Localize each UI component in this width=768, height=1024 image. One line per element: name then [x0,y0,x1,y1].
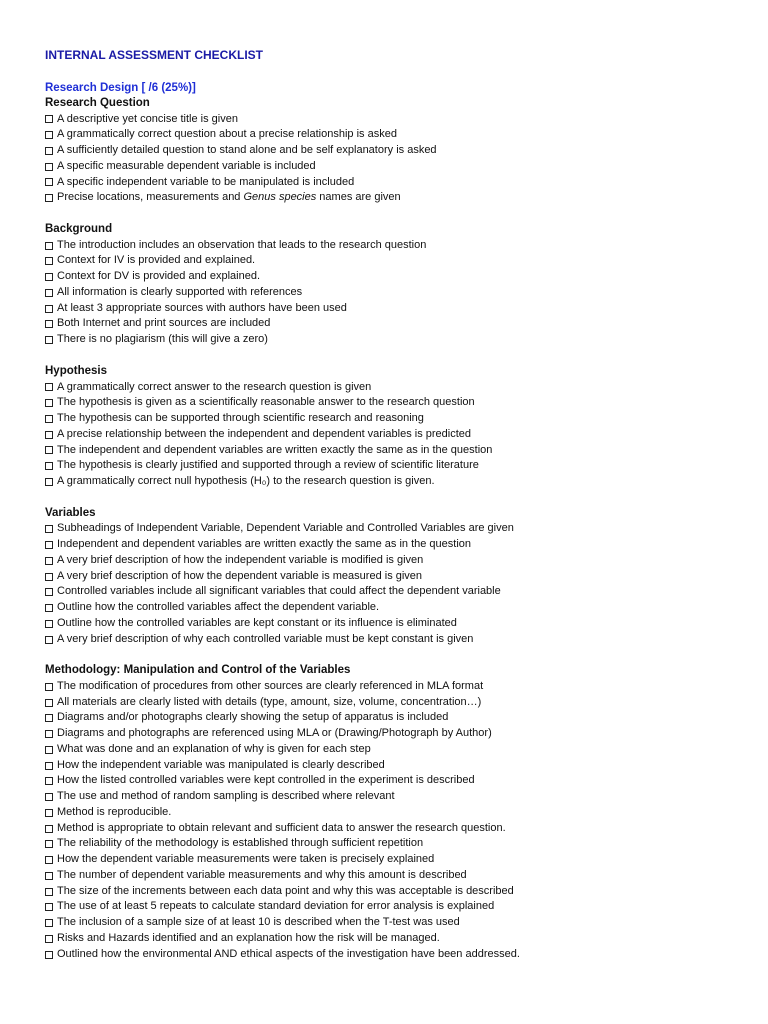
checklist-item [45,553,745,569]
checklist-item [45,742,745,758]
checklist-item-text: How the independent variable was manipulated is clearly described [57,758,385,771]
checkbox-icon[interactable] [45,699,53,707]
checklist-item [45,175,745,191]
checklist-section [45,663,745,962]
checkbox-icon[interactable] [45,840,53,848]
checklist-item-text: The hypothesis can be supported through scientific research and reasoning [57,412,424,425]
checklist-item-text: A sufficiently detailed question to stand alone and be self explanatory is asked [57,144,437,157]
checklist-item [45,143,745,159]
checklist-item [45,316,745,332]
checklist-items [45,521,745,647]
checklist-item-text: The modification of procedures from other sources are clearly referenced in MLA format [57,679,484,692]
checklist-item-text: The use of at least 5 repeats to calculate standard deviation for error analysis is explained [57,900,495,913]
checklist-item [45,758,745,774]
checklist-item [45,443,745,459]
checklist-item-text: The inclusion of a sample size of at least 10 is described when the T-test was used [57,916,460,929]
checklist-item [45,899,745,915]
checkbox-icon[interactable] [45,446,53,454]
section-heading: Methodology: Manipulation and Control of the Variables [45,664,351,677]
checklist-item [45,915,745,931]
checklist-item-text: Precise locations, measurements and Genus species names are given [57,191,401,204]
checklist-item-text: The number of dependent variable measurements and why this amount is described [57,868,467,881]
checklist-item-text: Outlined how the environmental AND ethical aspects of the investigation have been addressed. [57,947,520,960]
checkbox-icon[interactable] [45,525,53,533]
checklist-item-text: Subheadings of Independent Variable, Dependent Variable and Controlled Variables are given [57,522,514,535]
section-heading: Hypothesis [45,364,107,377]
checklist-item-text: Controlled variables include all significant variables that could affect the dependent variable [57,585,501,598]
checklist-item [45,805,745,821]
checkbox-icon[interactable] [45,147,53,155]
checkbox-icon[interactable] [45,888,53,896]
checklist-item [45,521,745,537]
checkbox-icon[interactable] [45,320,53,328]
checklist-item-text: The introduction includes an observation that leads to the research question [57,238,427,251]
checklist-item-text: Outline how the controlled variables are kept constant or its influence is eliminated [57,616,457,629]
checklist-item-text: The size of the increments between each data point and why this was acceptable is described [57,884,514,897]
checklist-item [45,616,745,632]
checklist-item [45,679,745,695]
checkbox-icon[interactable] [45,242,53,250]
checklist-item [45,884,745,900]
checklist-item [45,695,745,711]
checklist-item [45,458,745,474]
checkbox-icon[interactable] [45,762,53,770]
checklist-item [45,852,745,868]
checklist-item [45,190,745,206]
checklist-item-text: A very brief description of how the independent variable is modified is given [57,553,424,566]
checkbox-icon[interactable] [45,777,53,785]
checklist-item [45,600,745,616]
checkbox-icon[interactable] [45,383,53,391]
checkbox-icon[interactable] [45,541,53,549]
checklist-section [45,96,745,206]
section-heading: Variables [45,506,96,519]
checklist-items [45,238,745,348]
checkbox-icon[interactable] [45,793,53,801]
checklist-item-text: Diagrams and photographs are referenced using MLA or (Drawing/Photograph by Author) [57,727,492,740]
checkbox-icon[interactable] [45,462,53,470]
checklist-item-text: Method is reproducible. [57,805,172,818]
checkbox-icon[interactable] [45,620,53,628]
checkbox-icon[interactable] [45,257,53,265]
checkbox-icon[interactable] [45,604,53,612]
checklist-item-text: A specific independent variable to be manipulated is included [57,175,355,188]
checklist-item-text: A grammatically correct answer to the research question is given [57,380,372,393]
checklist-item-text: Context for DV is provided and explained. [57,270,261,283]
checklist-item [45,931,745,947]
part-title: Research Design [ /6 (25%)] [45,82,196,94]
checklist-item-text: The hypothesis is given as a scientifically reasonable answer to the research question [57,396,475,409]
checklist-item [45,127,745,143]
checkbox-icon[interactable] [45,415,53,423]
checklist-item [45,380,745,396]
checklist-item-text: Context for IV is provided and explained. [57,254,256,267]
checklist-section [45,364,745,490]
checklist-item-text: A precise relationship between the independent and dependent variables is predicted [57,427,472,440]
checklist-item [45,726,745,742]
checklist-item-text: The use and method of random sampling is described where relevant [57,790,395,803]
checklist-item-text: Risks and Hazards identified and an explanation how the risk will be managed. [57,931,440,944]
checkbox-icon[interactable] [45,919,53,927]
checklist-item-text: Diagrams and/or photographs clearly showing the setup of apparatus is included [57,711,449,724]
checkbox-icon[interactable] [45,636,53,644]
section-heading: Background [45,223,113,236]
checkbox-icon[interactable] [45,825,53,833]
checkbox-icon[interactable] [45,683,53,691]
checklist-item-text: At least 3 appropriate sources with authors have been used [57,301,347,314]
checkbox-icon[interactable] [45,305,53,313]
checklist-items [45,679,745,963]
checkbox-icon[interactable] [45,163,53,171]
checkbox-icon[interactable] [45,809,53,817]
checklist-item [45,332,745,348]
checkbox-icon[interactable] [45,746,53,754]
checkbox-icon[interactable] [45,289,53,297]
checklist-item-text: Method is appropriate to obtain relevant and sufficient data to answer the research question. [57,821,506,834]
checklist-item [45,285,745,301]
checklist-item-text: A grammatically correct question about a precise relationship is asked [57,128,397,141]
checkbox-icon[interactable] [45,903,53,911]
checklist-item [45,411,745,427]
checklist-item [45,537,745,553]
checkbox-icon[interactable] [45,557,53,565]
checklist-item [45,269,745,285]
checklist-item [45,301,745,317]
checklist-item-text: What was done and an explanation of why is given for each step [57,742,371,755]
checklist-item-text: Outline how the controlled variables affect the dependent variable. [57,601,380,614]
checklist-item-text: The independent and dependent variables are written exactly the same as in the question [57,443,493,456]
checkbox-icon[interactable] [45,115,53,123]
checkbox-icon[interactable] [45,872,53,880]
checklist-item [45,584,745,600]
checkbox-icon[interactable] [45,131,53,139]
checklist-item [45,947,745,963]
checklist-item-text: Independent and dependent variables are written exactly the same as in the question [57,538,471,551]
checklist-item [45,474,745,490]
checklist-item-text: A specific measurable dependent variable is included [57,159,316,172]
checklist-item [45,789,745,805]
checklist-item-text: A very brief description of why each controlled variable must be kept constant is given [57,632,474,645]
checklist-item-text: The hypothesis is clearly justified and supported through a review of scientific literature [57,459,479,472]
checkbox-icon[interactable] [45,478,53,486]
checklist-item-text: The reliability of the methodology is established through sufficient repetition [57,837,424,850]
checkbox-icon[interactable] [45,194,53,202]
checkbox-icon[interactable] [45,935,53,943]
checklist-item-text: How the listed controlled variables were kept controlled in the experiment is described [57,774,475,787]
document-page [45,48,745,978]
checklist-items [45,112,745,207]
checklist-item-text: How the dependent variable measurements were taken is precisely explained [57,853,435,866]
checklist-item-text: A descriptive yet concise title is given [57,112,238,125]
document-title: INTERNAL ASSESSMENT CHECKLIST [45,48,264,62]
checklist-item-text: All information is clearly supported with references [57,285,303,298]
checklist-item [45,836,745,852]
checkbox-icon[interactable] [45,714,53,722]
checklist-item [45,159,745,175]
checklist-item-text: A grammatically correct null hypothesis (H₀) to the research question is given. [57,475,435,488]
checkbox-icon[interactable] [45,573,53,581]
checklist-item [45,868,745,884]
section-heading: Research Question [45,97,150,109]
checkbox-icon[interactable] [45,856,53,864]
checklist-section [45,222,745,348]
checkbox-icon[interactable] [45,588,53,596]
checklist-item [45,253,745,269]
checkbox-icon[interactable] [45,951,53,959]
checklist-item-text: A very brief description of how the dependent variable is measured is given [57,569,423,582]
checklist-item [45,710,745,726]
checkbox-icon[interactable] [45,399,53,407]
checklist-item [45,427,745,443]
checklist-item [45,773,745,789]
checklist-item [45,632,745,648]
checkbox-icon[interactable] [45,178,53,186]
checklist-item-text: All materials are clearly listed with details (type, amount, size, volume, concentration…) [57,695,482,708]
checklist-item [45,395,745,411]
checklist-sections [45,96,745,962]
checkbox-icon[interactable] [45,730,53,738]
checklist-item [45,821,745,837]
checkbox-icon[interactable] [45,273,53,281]
checklist-item [45,112,745,128]
checklist-item [45,569,745,585]
checklist-item-text: There is no plagiarism (this will give a zero) [57,333,268,346]
checkbox-icon[interactable] [45,336,53,344]
checklist-items [45,380,745,490]
checklist-section [45,506,745,648]
checklist-item-text: Both Internet and print sources are included [57,317,271,330]
checkbox-icon[interactable] [45,431,53,439]
checklist-item [45,238,745,254]
